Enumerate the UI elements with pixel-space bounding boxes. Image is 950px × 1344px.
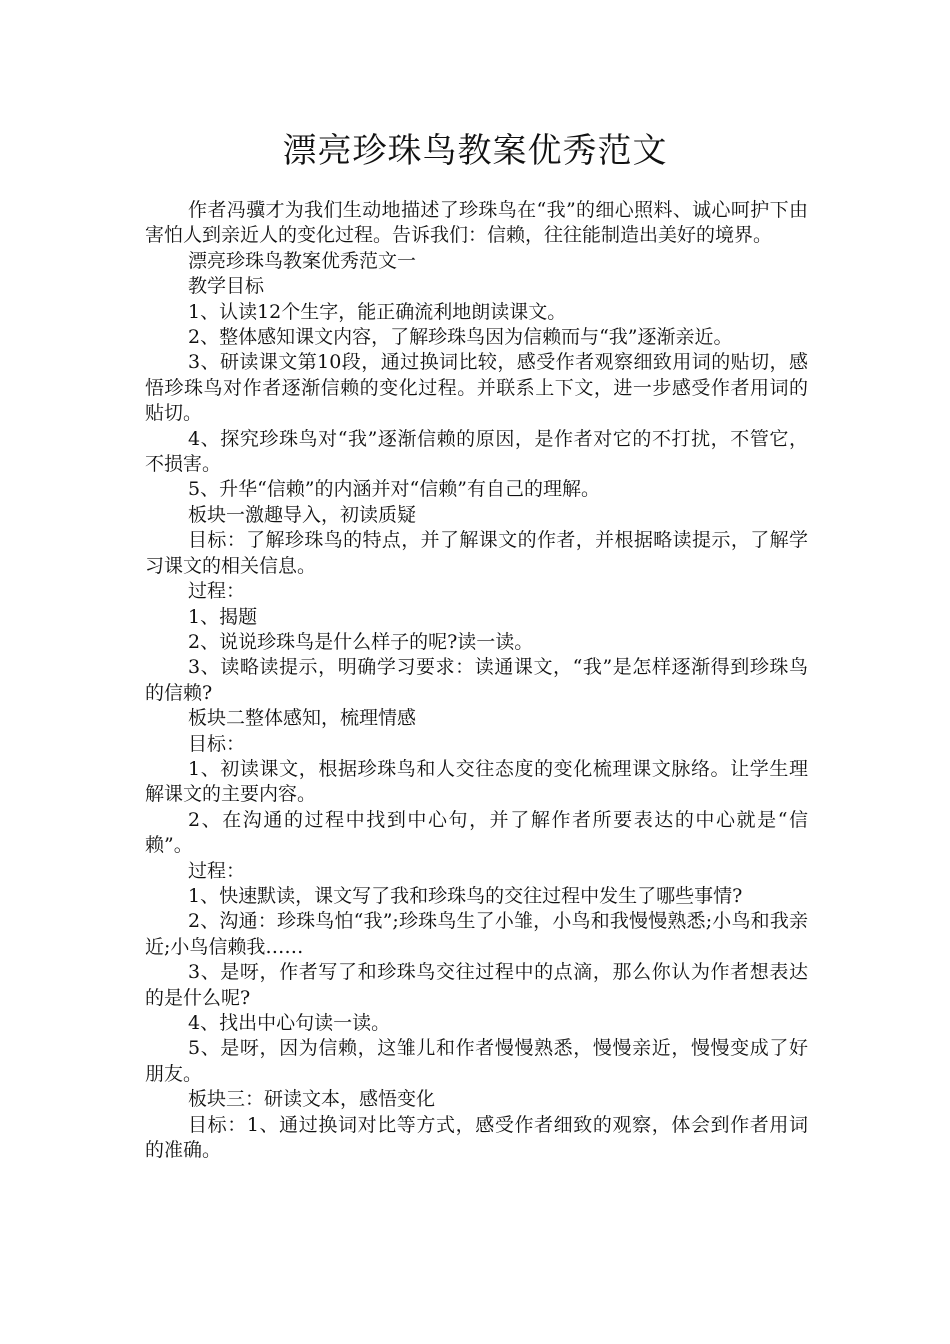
document-title: 漂亮珍珠鸟教案优秀范文 bbox=[282, 131, 668, 171]
list-item: 2、说说珍珠鸟是什么样子的呢?读一读。 bbox=[188, 630, 534, 653]
subsection-heading: 教学目标 bbox=[188, 275, 265, 298]
document-body bbox=[145, 198, 808, 1163]
list-item: 1、揭题 bbox=[188, 605, 258, 628]
list-item: 3、是呀，作者写了和珍珠鸟交往过程中的点滴，那么你认为作者想表达的是什么呢? bbox=[145, 961, 808, 1009]
section-heading: 漂亮珍珠鸟教案优秀范文一 bbox=[188, 249, 417, 272]
paragraph: 目标：1、通过换词对比等方式，感受作者细致的观察，体会到作者用词的准确。 bbox=[145, 1113, 808, 1162]
list-item: 2、整体感知课文内容，了解珍珠鸟因为信赖而与“我”逐渐亲近。 bbox=[188, 326, 733, 349]
list-item: 2、在沟通的过程中找到中心句，并了解作者所要表达的中心就是“信赖”。 bbox=[145, 808, 808, 857]
paragraph: 目标：了解珍珠鸟的特点，并了解课文的作者，并根据略读提示，了解学习课文的相关信息。 bbox=[145, 529, 808, 577]
list-item: 1、初读课文，根据珍珠鸟和人交往态度的变化梳理课文脉络。让学生理解课文的主要内容。 bbox=[145, 757, 808, 806]
section-heading: 板块一激趣导入，初读质疑 bbox=[188, 503, 417, 526]
list-item: 5、升华“信赖”的内涵并对“信赖”有自己的理解。 bbox=[188, 478, 600, 501]
paragraph: 过程： bbox=[188, 580, 246, 603]
section-heading: 板块三：研读文本，感悟变化 bbox=[188, 1088, 436, 1111]
list-item: 3、研读课文第10段，通过换词比较，感受作者观察细致用词的贴切，感悟珍珠鸟对作者逐渐信赖的变化过程。并联系上下文，进一步感受作者用词的贴切。 bbox=[145, 351, 808, 425]
list-item: 1、认读12个生字，能正确流利地朗读课文。 bbox=[188, 300, 567, 323]
section-heading: 板块二整体感知，梳理情感 bbox=[188, 707, 417, 730]
list-item: 4、探究珍珠鸟对“我”逐渐信赖的原因，是作者对它的不打扰，不管它，不损害。 bbox=[145, 427, 808, 476]
list-item: 2、沟通：珍珠鸟怕“我”;珍珠鸟生了小雏，小鸟和我慢慢熟悉;小鸟和我亲近;小鸟信赖我…… bbox=[145, 910, 808, 958]
list-item: 1、快速默读，课文写了我和珍珠鸟的交往过程中发生了哪些事情? bbox=[188, 884, 743, 907]
paragraph: 过程： bbox=[188, 859, 246, 882]
list-item: 4、找出中心句读一读。 bbox=[188, 1012, 391, 1034]
list-item: 3、读略读提示，明确学习要求：读通课文，“我”是怎样逐渐得到珍珠鸟的信赖? bbox=[145, 656, 808, 704]
paragraph: 目标： bbox=[188, 732, 246, 755]
list-item: 5、是呀，因为信赖，这雏儿和作者慢慢熟悉，慢慢亲近，慢慢变成了好朋友。 bbox=[145, 1037, 808, 1085]
paragraph: 作者冯骥才为我们生动地描述了珍珠鸟在“我”的细心照料、诚心呵护下由害怕人到亲近人的变化过程。告诉我们：信赖，往往能制造出美好的境界。 bbox=[145, 199, 808, 247]
